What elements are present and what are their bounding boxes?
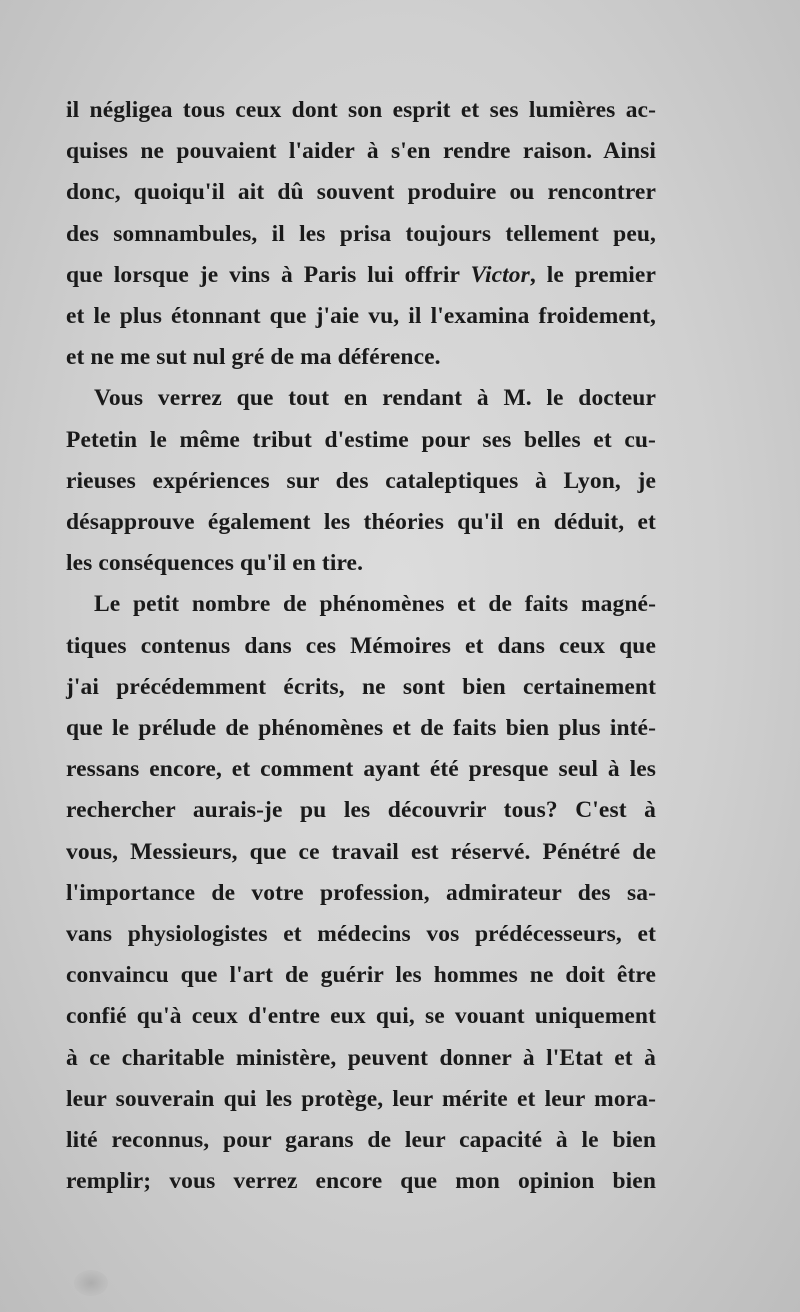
text-line: il négligea tous ceux dont son esprit et ses lumières ac-: [66, 97, 656, 123]
paper-stain: [74, 1270, 108, 1296]
text-line: l'importance de votre profession, admirateur des sa-: [66, 879, 656, 906]
text-line: et ne me sut nul gré de ma déférence.: [66, 344, 441, 371]
body-text: [66, 90, 656, 1202]
italic-name: Victor: [470, 261, 530, 288]
text-line: tiques contenus dans ces Mémoires et dans ceux que: [66, 632, 656, 659]
text-line: leur souverain qui les protège, leur mérite et leur mora-: [66, 1085, 656, 1112]
text-line: convaincu que l'art de guérir les hommes ne doit être: [66, 962, 656, 989]
text-line: à ce charitable ministère, peuvent donner à l'Etat et à: [66, 1044, 656, 1071]
text-line: Vous verrez que tout en rendant à M. le docteur: [94, 385, 656, 412]
text-line: ressans encore, et comment ayant été presque seul à les: [66, 756, 656, 783]
text-line: lité reconnus, pour garans de leur capacité à le bien: [66, 1127, 656, 1154]
text-line: désapprouve également les théories qu'il en déduit, et: [66, 509, 656, 536]
text-line: donc, quoiqu'il ait dû souvent produire ou rencontrer: [66, 179, 656, 206]
text-line: que le prélude de phénomènes et de faits bien plus inté-: [66, 715, 656, 742]
text-line: vous, Messieurs, que ce travail est réservé. Pénétré de: [66, 838, 656, 865]
text-line: quises ne pouvaient l'aider à s'en rendre raison. Ainsi: [66, 138, 656, 165]
text-line: confié qu'à ceux d'entre eux qui, se vouant uniquement: [66, 1003, 656, 1030]
text-line: que lorsque je vins à Paris lui offrir Victor, le premier: [66, 261, 656, 288]
text-line: et le plus étonnant que j'aie vu, il l'examina froidement,: [66, 303, 656, 330]
text-line: vans physiologistes et médecins vos prédécesseurs, et: [66, 921, 656, 948]
text-line: les conséquences qu'il en tire.: [66, 550, 364, 577]
text-line: des somnambules, il les prisa toujours tellement peu,: [66, 220, 656, 247]
text-line: rieuses expériences sur des cataleptiques à Lyon, je: [66, 467, 656, 494]
text-line: Petetin le même tribut d'estime pour ses belles et cu-: [66, 426, 656, 453]
text-line: remplir; vous verrez encore que mon opinion bien: [66, 1168, 656, 1195]
text-line: Le petit nombre de phénomènes et de faits magné-: [94, 591, 656, 618]
text-line: rechercher aurais-je pu les découvrir tous? C'est à: [66, 797, 656, 824]
text-line: j'ai précédemment écrits, ne sont bien certainement: [66, 673, 656, 700]
